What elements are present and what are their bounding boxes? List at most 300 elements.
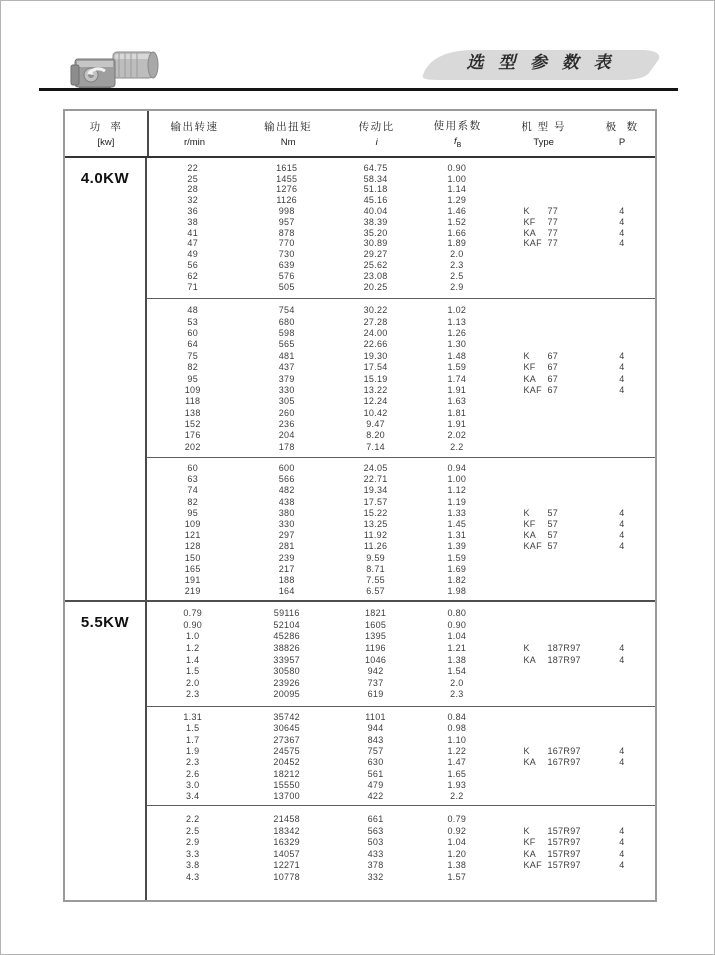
table-row — [147, 654, 655, 666]
type-cell — [497, 218, 588, 227]
type-label — [523, 207, 558, 216]
table-row — [147, 575, 655, 586]
service-factor-value: 1.63 — [447, 396, 467, 407]
service-factor-value: 1.89 — [447, 238, 467, 249]
table-row — [147, 791, 655, 802]
output-speed-value: 56 — [187, 260, 199, 271]
output-speed-value: 75 — [187, 350, 199, 361]
type-cell — [497, 386, 588, 395]
ratio-value: 27.28 — [363, 316, 388, 327]
col-unit: P — [618, 137, 626, 148]
table-row — [147, 872, 655, 884]
type-prefix: KF — [523, 216, 536, 227]
type-model: 57 — [547, 507, 559, 518]
ratio-value: 561 — [367, 768, 384, 779]
output-speed-value: 1.7 — [186, 734, 200, 745]
type-label — [523, 218, 558, 227]
service-factor-value: 1.38 — [447, 860, 467, 871]
type-cell — [497, 656, 588, 665]
ratio-value: 10.42 — [363, 407, 388, 418]
table-row — [147, 260, 655, 271]
output-speed-value: 32 — [187, 195, 199, 206]
type-cell — [497, 838, 588, 847]
service-factor-value: 0.90 — [447, 162, 467, 173]
ratio-value: 422 — [367, 791, 384, 802]
ratio-value: 58.34 — [363, 173, 388, 184]
col-header-type — [498, 111, 589, 156]
output-torque-value: 438 — [278, 496, 295, 507]
output-speed-value: 71 — [187, 281, 199, 292]
output-torque-value: 33957 — [273, 654, 300, 665]
poles-value: 4 — [619, 227, 625, 238]
service-factor-value: 1.93 — [447, 779, 467, 790]
ratio-value: 17.54 — [363, 362, 388, 373]
type-prefix: KF — [523, 362, 536, 373]
output-speed-value: 25 — [187, 173, 199, 184]
output-speed-value: 2.6 — [186, 768, 200, 779]
service-factor-value: 1.22 — [447, 746, 467, 757]
output-speed-value: 38 — [187, 216, 199, 227]
output-speed-value: 2.5 — [186, 825, 200, 836]
output-speed-value: 63 — [187, 474, 199, 485]
type-label — [523, 838, 580, 847]
service-factor-value: 1.47 — [447, 757, 467, 768]
ratio-value: 30.22 — [363, 305, 388, 316]
output-speed-value: 2.0 — [186, 677, 200, 688]
ratio-value: 942 — [367, 666, 384, 677]
ratio-value: 378 — [367, 860, 384, 871]
table-row — [147, 485, 655, 496]
table-row — [147, 385, 655, 396]
type-label — [523, 531, 558, 540]
type-model: 67 — [547, 362, 559, 373]
type-model: 167R97 — [547, 746, 581, 757]
output-torque-value: 330 — [278, 519, 295, 530]
output-torque-value: 13700 — [273, 791, 300, 802]
table-row — [147, 746, 655, 757]
service-factor-value: 1.54 — [447, 666, 467, 677]
ratio-value: 25.62 — [363, 260, 388, 271]
type-model: 57 — [547, 519, 559, 530]
table-row — [147, 564, 655, 575]
ratio-value: 1196 — [365, 643, 386, 654]
output-torque-value: 1126 — [276, 195, 297, 206]
service-factor-value: 1.46 — [447, 206, 467, 217]
table-row — [147, 735, 655, 746]
output-speed-value: 2.9 — [186, 837, 200, 848]
output-torque-value: 639 — [278, 260, 295, 271]
col-unit: $f_B$ — [453, 136, 462, 149]
type-model: 157R97 — [547, 860, 581, 871]
ratio-value: 19.30 — [363, 350, 388, 361]
table-row — [147, 530, 655, 541]
service-factor-value: 1.30 — [447, 339, 467, 350]
poles-value: 4 — [619, 373, 625, 384]
type-prefix: KA — [523, 373, 537, 384]
output-speed-value: 4.3 — [186, 871, 200, 882]
output-torque-value: 281 — [278, 541, 295, 552]
output-torque-value: 730 — [278, 249, 295, 260]
service-factor-value: 1.04 — [447, 837, 467, 848]
ratio-value: 8.71 — [366, 563, 385, 574]
output-torque-value: 680 — [278, 316, 295, 327]
service-factor-value: 0.84 — [447, 712, 467, 723]
service-factor-value: 1.12 — [447, 485, 467, 496]
table-row — [147, 826, 655, 838]
page-title-banner — [417, 46, 665, 84]
output-speed-value: 82 — [187, 496, 199, 507]
type-model: 187R97 — [547, 643, 581, 654]
col-title: 使用系数 — [433, 120, 482, 133]
output-speed-value: 2.3 — [186, 757, 200, 768]
service-factor-value: 2.9 — [450, 281, 464, 292]
table-row — [147, 689, 655, 701]
output-speed-value: 2.3 — [186, 689, 200, 700]
service-factor-value: 1.26 — [447, 327, 467, 338]
type-cell — [497, 229, 588, 238]
output-speed-value: 3.4 — [186, 791, 200, 802]
ratio-value: 15.22 — [363, 507, 388, 518]
ratio-value: 35.20 — [363, 227, 388, 238]
type-label — [523, 861, 580, 870]
output-torque-value: 236 — [278, 419, 295, 430]
output-torque-value: 770 — [278, 238, 295, 249]
output-torque-value: 330 — [278, 384, 295, 395]
service-factor-value: 2.0 — [450, 677, 464, 688]
ratio-value: 757 — [367, 746, 384, 757]
service-factor-value: 0.79 — [447, 814, 467, 825]
ratio-value: 24.00 — [363, 327, 388, 338]
power-section — [65, 158, 655, 600]
poles-value: 4 — [619, 350, 625, 361]
type-cell — [497, 375, 588, 384]
service-factor-value: 1.98 — [447, 586, 467, 597]
table-row — [147, 860, 655, 872]
type-cell — [497, 520, 588, 529]
table-row — [147, 217, 655, 228]
type-cell — [497, 509, 588, 518]
table-row — [147, 282, 655, 293]
table-header — [65, 111, 655, 158]
table-row — [147, 586, 655, 597]
output-torque-value: 379 — [278, 373, 295, 384]
type-prefix: KAF — [523, 860, 542, 871]
type-model: 77 — [547, 238, 559, 249]
output-speed-value: 1.0 — [186, 631, 200, 642]
poles-value: 4 — [619, 216, 625, 227]
table-row — [147, 316, 655, 327]
service-factor-value: 1.02 — [447, 305, 467, 316]
col-unit: r/min — [183, 137, 206, 148]
output-speed-value: 191 — [184, 574, 201, 585]
service-factor-value: 0.98 — [447, 723, 467, 734]
output-speed-value: 202 — [184, 441, 201, 452]
output-speed-value: 95 — [187, 507, 199, 518]
output-speed-value: 109 — [184, 519, 201, 530]
service-factor-value: 1.33 — [447, 507, 467, 518]
poles-value: 4 — [619, 860, 625, 871]
output-torque-value: 1615 — [276, 162, 298, 173]
service-factor-value: 2.2 — [450, 791, 464, 802]
output-speed-value: 1.9 — [186, 746, 200, 757]
output-speed-value: 1.5 — [186, 723, 200, 734]
col-header-service-factor — [417, 111, 498, 156]
service-factor-value: 2.2 — [450, 441, 464, 452]
ratio-value: 1101 — [365, 712, 386, 723]
output-speed-value: 1.5 — [186, 666, 200, 677]
service-factor-value: 1.65 — [447, 768, 467, 779]
output-torque-value: 481 — [278, 350, 295, 361]
col-title: 输出转速 — [170, 121, 219, 133]
output-speed-value: 36 — [187, 206, 199, 217]
output-torque-value: 260 — [278, 407, 295, 418]
type-cell — [497, 644, 588, 653]
table-row — [147, 174, 655, 185]
table-row — [147, 780, 655, 791]
output-torque-value: 35742 — [273, 712, 300, 723]
type-prefix: K — [523, 350, 530, 361]
ratio-value: 843 — [367, 734, 384, 745]
output-torque-value: 754 — [278, 305, 295, 316]
output-torque-value: 566 — [278, 474, 295, 485]
table-row — [147, 305, 655, 316]
output-torque-value: 27367 — [273, 734, 300, 745]
table-body — [65, 158, 655, 900]
ratio-value: 619 — [367, 689, 384, 700]
type-prefix: KA — [523, 654, 537, 665]
service-factor-value: 1.48 — [447, 350, 467, 361]
output-torque-value: 204 — [278, 430, 295, 441]
type-model: 77 — [547, 216, 559, 227]
table-row — [147, 195, 655, 206]
poles-value: 4 — [619, 238, 625, 249]
output-torque-value: 23926 — [273, 677, 300, 688]
type-cell — [497, 827, 588, 836]
table-row — [147, 643, 655, 655]
ratio-value: 22.66 — [363, 339, 388, 350]
service-factor-value: 1.39 — [447, 541, 467, 552]
service-factor-value: 0.80 — [447, 608, 467, 619]
col-header-power — [65, 111, 149, 156]
col-unit: [kw] — [97, 137, 115, 148]
type-model: 67 — [547, 350, 559, 361]
col-title: 功 率 — [89, 121, 123, 133]
type-model: 157R97 — [547, 825, 581, 836]
type-prefix: KA — [523, 757, 537, 768]
table-row — [147, 519, 655, 530]
service-factor-value: 1.38 — [447, 654, 467, 665]
ratio-value: 64.75 — [363, 162, 388, 173]
table-row — [147, 271, 655, 282]
output-torque-value: 878 — [278, 227, 295, 238]
ratio-group — [147, 805, 655, 900]
output-torque-value: 10778 — [273, 871, 300, 882]
table-row — [147, 553, 655, 564]
service-factor-value: 1.91 — [447, 384, 467, 395]
output-torque-value: 15550 — [273, 779, 300, 790]
output-torque-value: 59116 — [273, 608, 300, 619]
col-header-ratio — [336, 111, 417, 156]
service-factor-value: 2.02 — [447, 430, 467, 441]
output-torque-value: 14057 — [273, 848, 300, 859]
col-title: 机 型 号 — [521, 121, 567, 133]
type-cell — [497, 352, 588, 361]
service-factor-value: 1.00 — [447, 173, 467, 184]
data-column-headers — [149, 111, 655, 156]
output-torque-value: 164 — [278, 586, 295, 597]
service-factor-value: 1.21 — [447, 643, 467, 654]
output-speed-value: 28 — [187, 184, 199, 195]
type-model: 167R97 — [547, 757, 581, 768]
service-factor-value: 1.59 — [447, 362, 467, 373]
ratio-value: 661 — [367, 814, 384, 825]
type-label — [523, 656, 580, 665]
ratio-group — [147, 706, 655, 805]
table-row — [147, 185, 655, 196]
service-factor-value: 2.3 — [450, 260, 464, 271]
table-row — [147, 837, 655, 849]
output-torque-value: 21458 — [273, 814, 300, 825]
output-speed-value: 62 — [187, 270, 199, 281]
service-factor-value: 1.00 — [447, 474, 467, 485]
type-prefix: KA — [523, 530, 537, 541]
type-cell — [497, 239, 588, 248]
poles-value: 4 — [619, 541, 625, 552]
ratio-value: 1395 — [364, 631, 387, 642]
service-factor-value: 1.69 — [447, 563, 467, 574]
output-torque-value: 576 — [278, 270, 295, 281]
ratio-value: 332 — [367, 871, 384, 882]
output-speed-value: 0.79 — [183, 608, 203, 619]
ratio-value: 1046 — [364, 654, 387, 665]
ratio-value: 737 — [367, 677, 384, 688]
ratio-value: 9.59 — [366, 552, 385, 563]
type-prefix: K — [523, 746, 530, 757]
ratio-value: 944 — [367, 723, 384, 734]
type-prefix: KAF — [523, 238, 542, 249]
table-row — [147, 508, 655, 519]
output-torque-value: 38826 — [273, 643, 300, 654]
page-title: 选 型 参 数 表 — [466, 53, 616, 72]
type-cell — [497, 850, 588, 859]
output-torque-value: 1455 — [276, 173, 298, 184]
col-unit: Type — [533, 137, 554, 148]
type-label — [523, 386, 558, 395]
ratio-value: 19.34 — [363, 485, 388, 496]
type-label — [523, 827, 580, 836]
output-torque-value: 52104 — [273, 619, 300, 630]
service-factor-value: 0.90 — [447, 619, 467, 630]
type-prefix: K — [523, 206, 530, 217]
ratio-value: 13.22 — [363, 384, 388, 395]
selection-table — [63, 109, 657, 902]
service-factor-value: 0.92 — [447, 825, 467, 836]
col-header-poles — [589, 111, 655, 156]
ratio-value: 11.92 — [363, 530, 388, 541]
output-torque-value: 20095 — [273, 689, 300, 700]
output-torque-value: 30580 — [273, 666, 300, 677]
power-cell — [65, 602, 147, 900]
type-prefix: KF — [523, 519, 536, 530]
ratio-value: 13.25 — [363, 519, 388, 530]
output-torque-value: 16329 — [273, 837, 300, 848]
type-model: 77 — [547, 227, 559, 238]
poles-value: 4 — [619, 530, 625, 541]
output-speed-value: 109 — [184, 384, 201, 395]
output-speed-value: 128 — [184, 541, 201, 552]
table-row — [147, 620, 655, 632]
ratio-value: 6.57 — [366, 586, 385, 597]
output-torque-value: 18342 — [273, 825, 300, 836]
output-speed-value: 3.3 — [186, 848, 200, 859]
output-torque-value: 45286 — [273, 631, 300, 642]
type-prefix: KAF — [523, 384, 542, 395]
section-groups — [147, 602, 655, 900]
poles-value: 4 — [619, 384, 625, 395]
service-factor-value: 1.19 — [447, 496, 467, 507]
output-torque-value: 12271 — [273, 860, 300, 871]
ratio-value: 11.26 — [363, 541, 388, 552]
output-torque-value: 598 — [278, 327, 295, 338]
output-speed-value: 176 — [184, 430, 201, 441]
output-torque-value: 305 — [278, 396, 295, 407]
ratio-value: 9.47 — [366, 419, 385, 430]
service-factor-value: 1.04 — [447, 631, 467, 642]
output-torque-value: 505 — [278, 281, 295, 292]
output-speed-value: 3.0 — [186, 779, 200, 790]
table-row — [147, 396, 655, 407]
output-speed-value: 47 — [187, 238, 199, 249]
type-label — [523, 509, 558, 518]
table-row — [147, 373, 655, 384]
table-row — [147, 328, 655, 339]
type-label — [523, 239, 558, 248]
header-rule — [39, 88, 678, 91]
output-speed-value: 121 — [184, 530, 201, 541]
type-cell — [497, 207, 588, 216]
type-model: 57 — [547, 530, 559, 541]
output-torque-value: 600 — [278, 463, 295, 474]
output-speed-value: 152 — [184, 419, 201, 430]
output-torque-value: 297 — [278, 530, 295, 541]
service-factor-value: 1.59 — [447, 552, 467, 563]
poles-value: 4 — [619, 837, 625, 848]
table-row — [147, 351, 655, 362]
ratio-value: 479 — [367, 779, 384, 790]
table-row — [147, 419, 655, 430]
output-torque-value: 482 — [278, 485, 295, 496]
ratio-value: 29.27 — [363, 249, 388, 260]
output-speed-value: 1.31 — [183, 712, 203, 723]
table-row — [147, 814, 655, 826]
output-torque-value: 178 — [278, 441, 295, 452]
poles-value: 4 — [619, 746, 625, 757]
service-factor-value: 1.10 — [447, 734, 467, 745]
type-model: 157R97 — [547, 848, 581, 859]
table-row — [147, 463, 655, 474]
service-factor-value: 1.13 — [447, 316, 467, 327]
table-row — [147, 723, 655, 734]
table-row — [147, 497, 655, 508]
poles-value: 4 — [619, 519, 625, 530]
table-row — [147, 408, 655, 419]
service-factor-value: 1.31 — [447, 530, 467, 541]
poles-value: 4 — [619, 654, 625, 665]
col-header-output-speed — [149, 111, 240, 156]
service-factor-value: 2.5 — [450, 270, 464, 281]
table-row — [147, 163, 655, 174]
type-label — [523, 644, 580, 653]
